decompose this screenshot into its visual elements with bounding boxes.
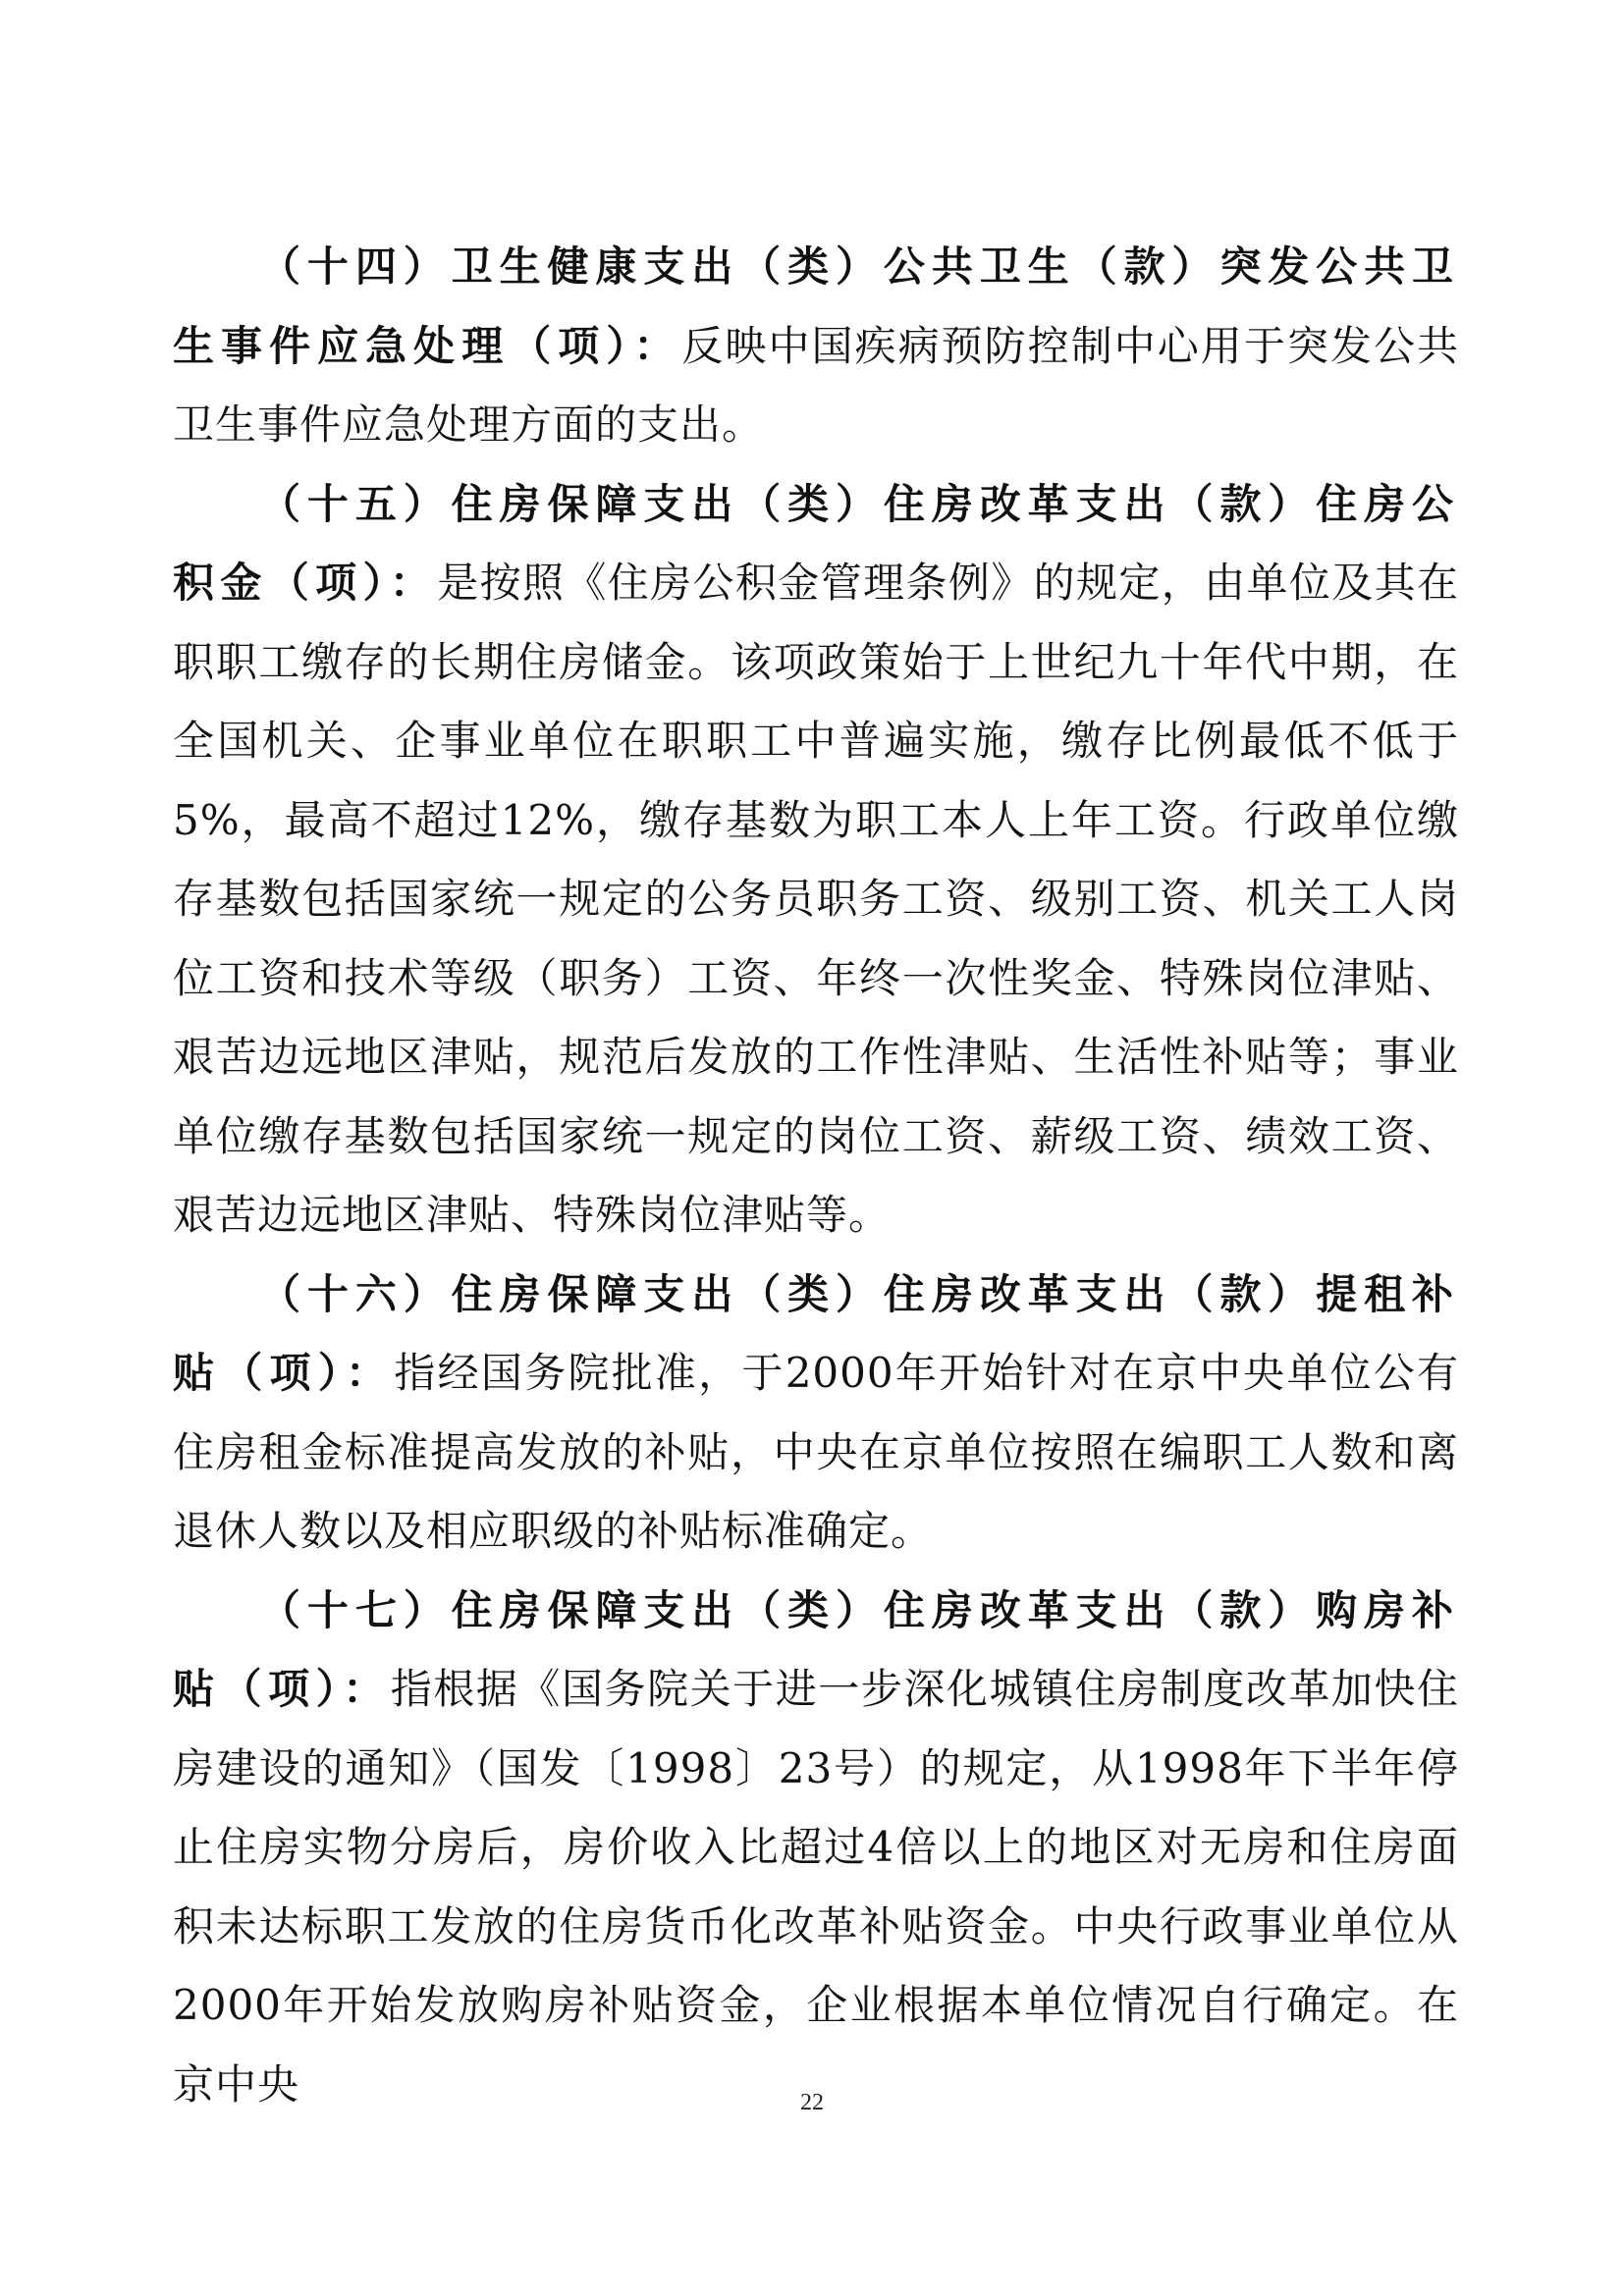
body-text [173,228,1459,2124]
paragraph-16 [173,1255,1459,1572]
paragraph-17-body: 指根据《国务院关于进一步深化城镇住房制度改革加快住房建设的通知》（国发〔1998〕23号）的规定，从1998年下半年停止住房实物分房后，房价收入比超过4倍以上的地区对无房和住房面积未达标职工发放的住房货币化改革补贴资金。中央行政事业单位从2000年开始发放购房补贴资金，企业根据本单位情况自行确定。在京中央 [173,1665,1459,2109]
paragraph-14 [173,228,1459,465]
paragraph-17-heading: （十七）住房保障支出（类）住房改革支出（款）购房补贴（项）： [173,1585,1459,1713]
paragraph-16-body: 指经国务院批准，于2000年开始针对在京中央单位公有住房租金标准提高发放的补贴，中央在京单位按照在编职工人数和离退休人数以及相应职级的补贴标准确定。 [173,1349,1459,1555]
page-number: 22 [800,2090,824,2115]
paragraph-15 [173,465,1459,1255]
paragraph-15-body: 是按照《住房公积金管理条例》的规定，由单位及其在职职工缴存的长期住房储金。该项政策始于上世纪九十年代中期，在全国机关、企事业单位在职职工中普遍实施，缴存比例最低不低于5%，最高不超过12%，缴存基数为职工本人上年工资。行政单位缴存基数包括国家统一规定的公务员职务工资、级别工资、机关工人岗位工资和技术等级（职务）工资、年终一次性奖金、特殊岗位津贴、艰苦边远地区津贴，规范后发放的工作性津贴、生活性补贴等；事业单位缴存基数包括国家统一规定的岗位工资、薪级工资、绩效工资、艰苦边远地区津贴、特殊岗位津贴等。 [173,559,1459,1239]
paragraph-17 [173,1572,1459,2125]
paragraph-15-heading: （十五）住房保障支出（类）住房改革支出（款）住房公积金（项）： [173,479,1459,607]
paragraph-16-heading: （十六）住房保障支出（类）住房改革支出（款）提租补贴（项）： [173,1269,1459,1397]
paragraph-14-heading: （十四）卫生健康支出（类）公共卫生（款）突发公共卫生事件应急处理（项）： [173,242,1459,370]
paragraph-14-body: 反映中国疾病预防控制中心用于突发公共卫生事件应急处理方面的支出。 [173,321,1459,449]
